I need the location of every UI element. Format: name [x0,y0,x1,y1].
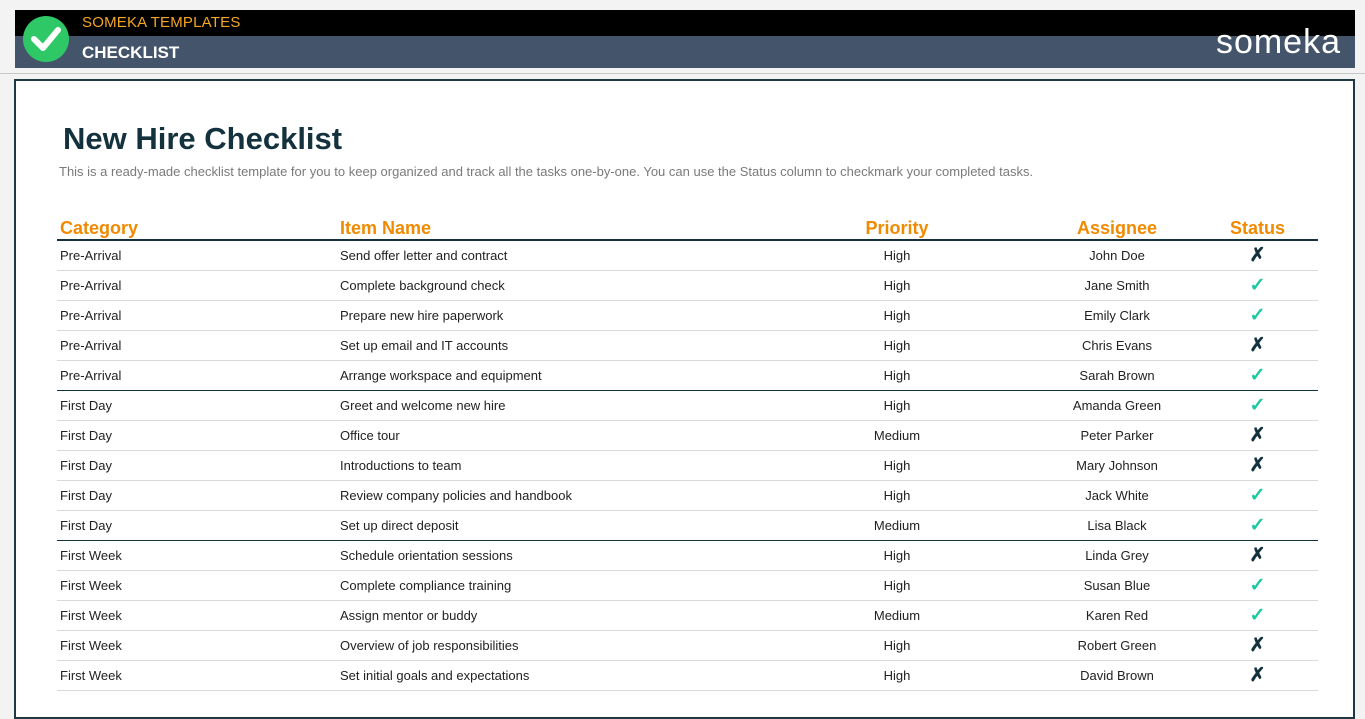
column-header-category: Category [57,211,337,240]
someka-logo[interactable]: someka [1215,23,1341,61]
status-cell[interactable] [1197,421,1318,451]
category-cell[interactable]: Pre-Arrival [57,240,337,271]
table-row[interactable] [57,511,1318,541]
item-name-cell[interactable]: Office tour [337,421,757,451]
category-cell[interactable]: Pre-Arrival [57,301,337,331]
item-name-cell[interactable]: Introductions to team [337,451,757,481]
cross-icon[interactable]: ✗ [1249,425,1266,446]
column-header-item-name: Item Name [337,211,757,240]
checklist-sheet [14,79,1355,719]
status-cell[interactable] [1197,631,1318,661]
item-name-cell[interactable]: Review company policies and handbook [337,481,757,511]
table-row[interactable] [57,601,1318,631]
page-description: This is a ready-made checklist template for you to keep organized and track all the tasks one-by-one. You can use the Status column to checkmark your completed tasks. [59,164,1034,179]
status-cell[interactable] [1197,451,1318,481]
category-cell[interactable]: First Day [57,511,337,541]
status-cell[interactable] [1197,331,1318,361]
priority-cell[interactable]: Medium [757,511,1037,541]
checkmark-icon[interactable]: ✓ [1249,395,1266,416]
table-header-row [57,211,1318,240]
category-cell[interactable]: First Day [57,481,337,511]
status-cell[interactable] [1197,601,1318,631]
priority-cell[interactable]: High [757,391,1037,421]
status-cell[interactable] [1197,481,1318,511]
cross-icon[interactable]: ✗ [1249,635,1266,656]
category-cell[interactable]: First Day [57,391,337,421]
status-cell[interactable] [1197,661,1318,691]
item-name-cell[interactable]: Schedule orientation sessions [337,541,757,571]
column-header-status: Status [1197,211,1318,240]
column-header-priority: Priority [757,211,1037,240]
table-row[interactable] [57,451,1318,481]
cross-icon[interactable]: ✗ [1249,545,1266,566]
checkmark-icon[interactable]: ✓ [1249,365,1266,386]
priority-cell[interactable]: Medium [757,601,1037,631]
cross-icon[interactable]: ✗ [1249,245,1266,266]
table-row[interactable] [57,661,1318,691]
table-row[interactable] [57,361,1318,391]
assignee-cell[interactable]: David Brown [1037,661,1197,691]
status-cell[interactable] [1197,301,1318,331]
item-name-cell[interactable]: Prepare new hire paperwork [337,301,757,331]
brand-label: SOMEKA TEMPLATES [82,14,241,31]
checkmark-icon[interactable]: ✓ [1249,575,1266,596]
assignee-cell[interactable]: Peter Parker [1037,421,1197,451]
priority-cell[interactable]: Medium [757,421,1037,451]
category-cell[interactable]: First Week [57,571,337,601]
category-cell[interactable]: First Week [57,601,337,631]
item-name-cell[interactable]: Assign mentor or buddy [337,601,757,631]
assignee-cell[interactable]: John Doe [1037,240,1197,271]
item-name-cell[interactable]: Set initial goals and expectations [337,661,757,691]
assignee-cell[interactable]: Susan Blue [1037,571,1197,601]
assignee-cell[interactable]: Karen Red [1037,601,1197,631]
priority-cell[interactable]: High [757,301,1037,331]
priority-cell[interactable]: High [757,271,1037,301]
item-name-cell[interactable]: Send offer letter and contract [337,240,757,271]
item-name-cell[interactable]: Complete background check [337,271,757,301]
category-cell[interactable]: Pre-Arrival [57,271,337,301]
table-row[interactable] [57,541,1318,571]
status-cell[interactable] [1197,361,1318,391]
checkmark-icon[interactable]: ✓ [1249,515,1266,536]
category-cell[interactable]: Pre-Arrival [57,361,337,391]
table-row[interactable] [57,331,1318,361]
item-name-cell[interactable]: Set up direct deposit [337,511,757,541]
table-row[interactable] [57,240,1318,271]
table-row[interactable] [57,271,1318,301]
item-name-cell[interactable]: Greet and welcome new hire [337,391,757,421]
priority-cell[interactable]: High [757,481,1037,511]
priority-cell[interactable]: High [757,631,1037,661]
assignee-cell[interactable]: Amanda Green [1037,391,1197,421]
assignee-cell[interactable]: Jane Smith [1037,271,1197,301]
checkmark-icon[interactable]: ✓ [1249,275,1266,296]
assignee-cell[interactable]: Jack White [1037,481,1197,511]
table-row[interactable] [57,571,1318,601]
checkmark-icon[interactable]: ✓ [1249,305,1266,326]
table-row[interactable] [57,481,1318,511]
status-cell[interactable] [1197,391,1318,421]
checkmark-icon[interactable]: ✓ [1249,485,1266,506]
assignee-cell[interactable]: Chris Evans [1037,331,1197,361]
status-cell[interactable] [1197,541,1318,571]
table-row[interactable] [57,391,1318,421]
page-title: New Hire Checklist [63,121,343,156]
app-title: CHECKLIST [82,43,180,62]
column-header-assignee: Assignee [1037,211,1197,240]
priority-cell[interactable]: High [757,661,1037,691]
priority-cell[interactable]: High [757,361,1037,391]
category-cell[interactable]: Pre-Arrival [57,331,337,361]
assignee-cell[interactable]: Linda Grey [1037,541,1197,571]
cross-icon[interactable]: ✗ [1249,455,1266,476]
category-cell[interactable]: First Day [57,451,337,481]
app-header [15,10,1355,68]
assignee-cell[interactable]: Mary Johnson [1037,451,1197,481]
table-row[interactable] [57,421,1318,451]
priority-cell[interactable]: High [757,451,1037,481]
item-name-cell[interactable]: Overview of job responsibilities [337,631,757,661]
assignee-cell[interactable]: Robert Green [1037,631,1197,661]
table-row[interactable] [57,631,1318,661]
category-cell[interactable]: First Day [57,421,337,451]
priority-cell[interactable]: High [757,331,1037,361]
priority-cell[interactable]: High [757,541,1037,571]
cross-icon[interactable]: ✗ [1249,665,1266,686]
assignee-cell[interactable]: Emily Clark [1037,301,1197,331]
category-cell[interactable]: First Week [57,631,337,661]
priority-cell[interactable]: High [757,240,1037,271]
checkmark-icon[interactable]: ✓ [1249,605,1266,626]
cross-icon[interactable]: ✗ [1249,335,1266,356]
status-cell[interactable] [1197,271,1318,301]
table-body [57,240,1318,691]
check-logo-icon [23,16,69,62]
status-cell[interactable] [1197,571,1318,601]
assignee-cell[interactable]: Lisa Black [1037,511,1197,541]
item-name-cell[interactable]: Complete compliance training [337,571,757,601]
header-title-band [15,36,1355,68]
divider [0,73,1365,74]
category-cell[interactable]: First Week [57,541,337,571]
priority-cell[interactable]: High [757,571,1037,601]
checklist-table [57,211,1318,691]
table-row[interactable] [57,301,1318,331]
assignee-cell[interactable]: Sarah Brown [1037,361,1197,391]
item-name-cell[interactable]: Set up email and IT accounts [337,331,757,361]
status-cell[interactable] [1197,240,1318,271]
status-cell[interactable] [1197,511,1318,541]
item-name-cell[interactable]: Arrange workspace and equipment [337,361,757,391]
category-cell[interactable]: First Week [57,661,337,691]
